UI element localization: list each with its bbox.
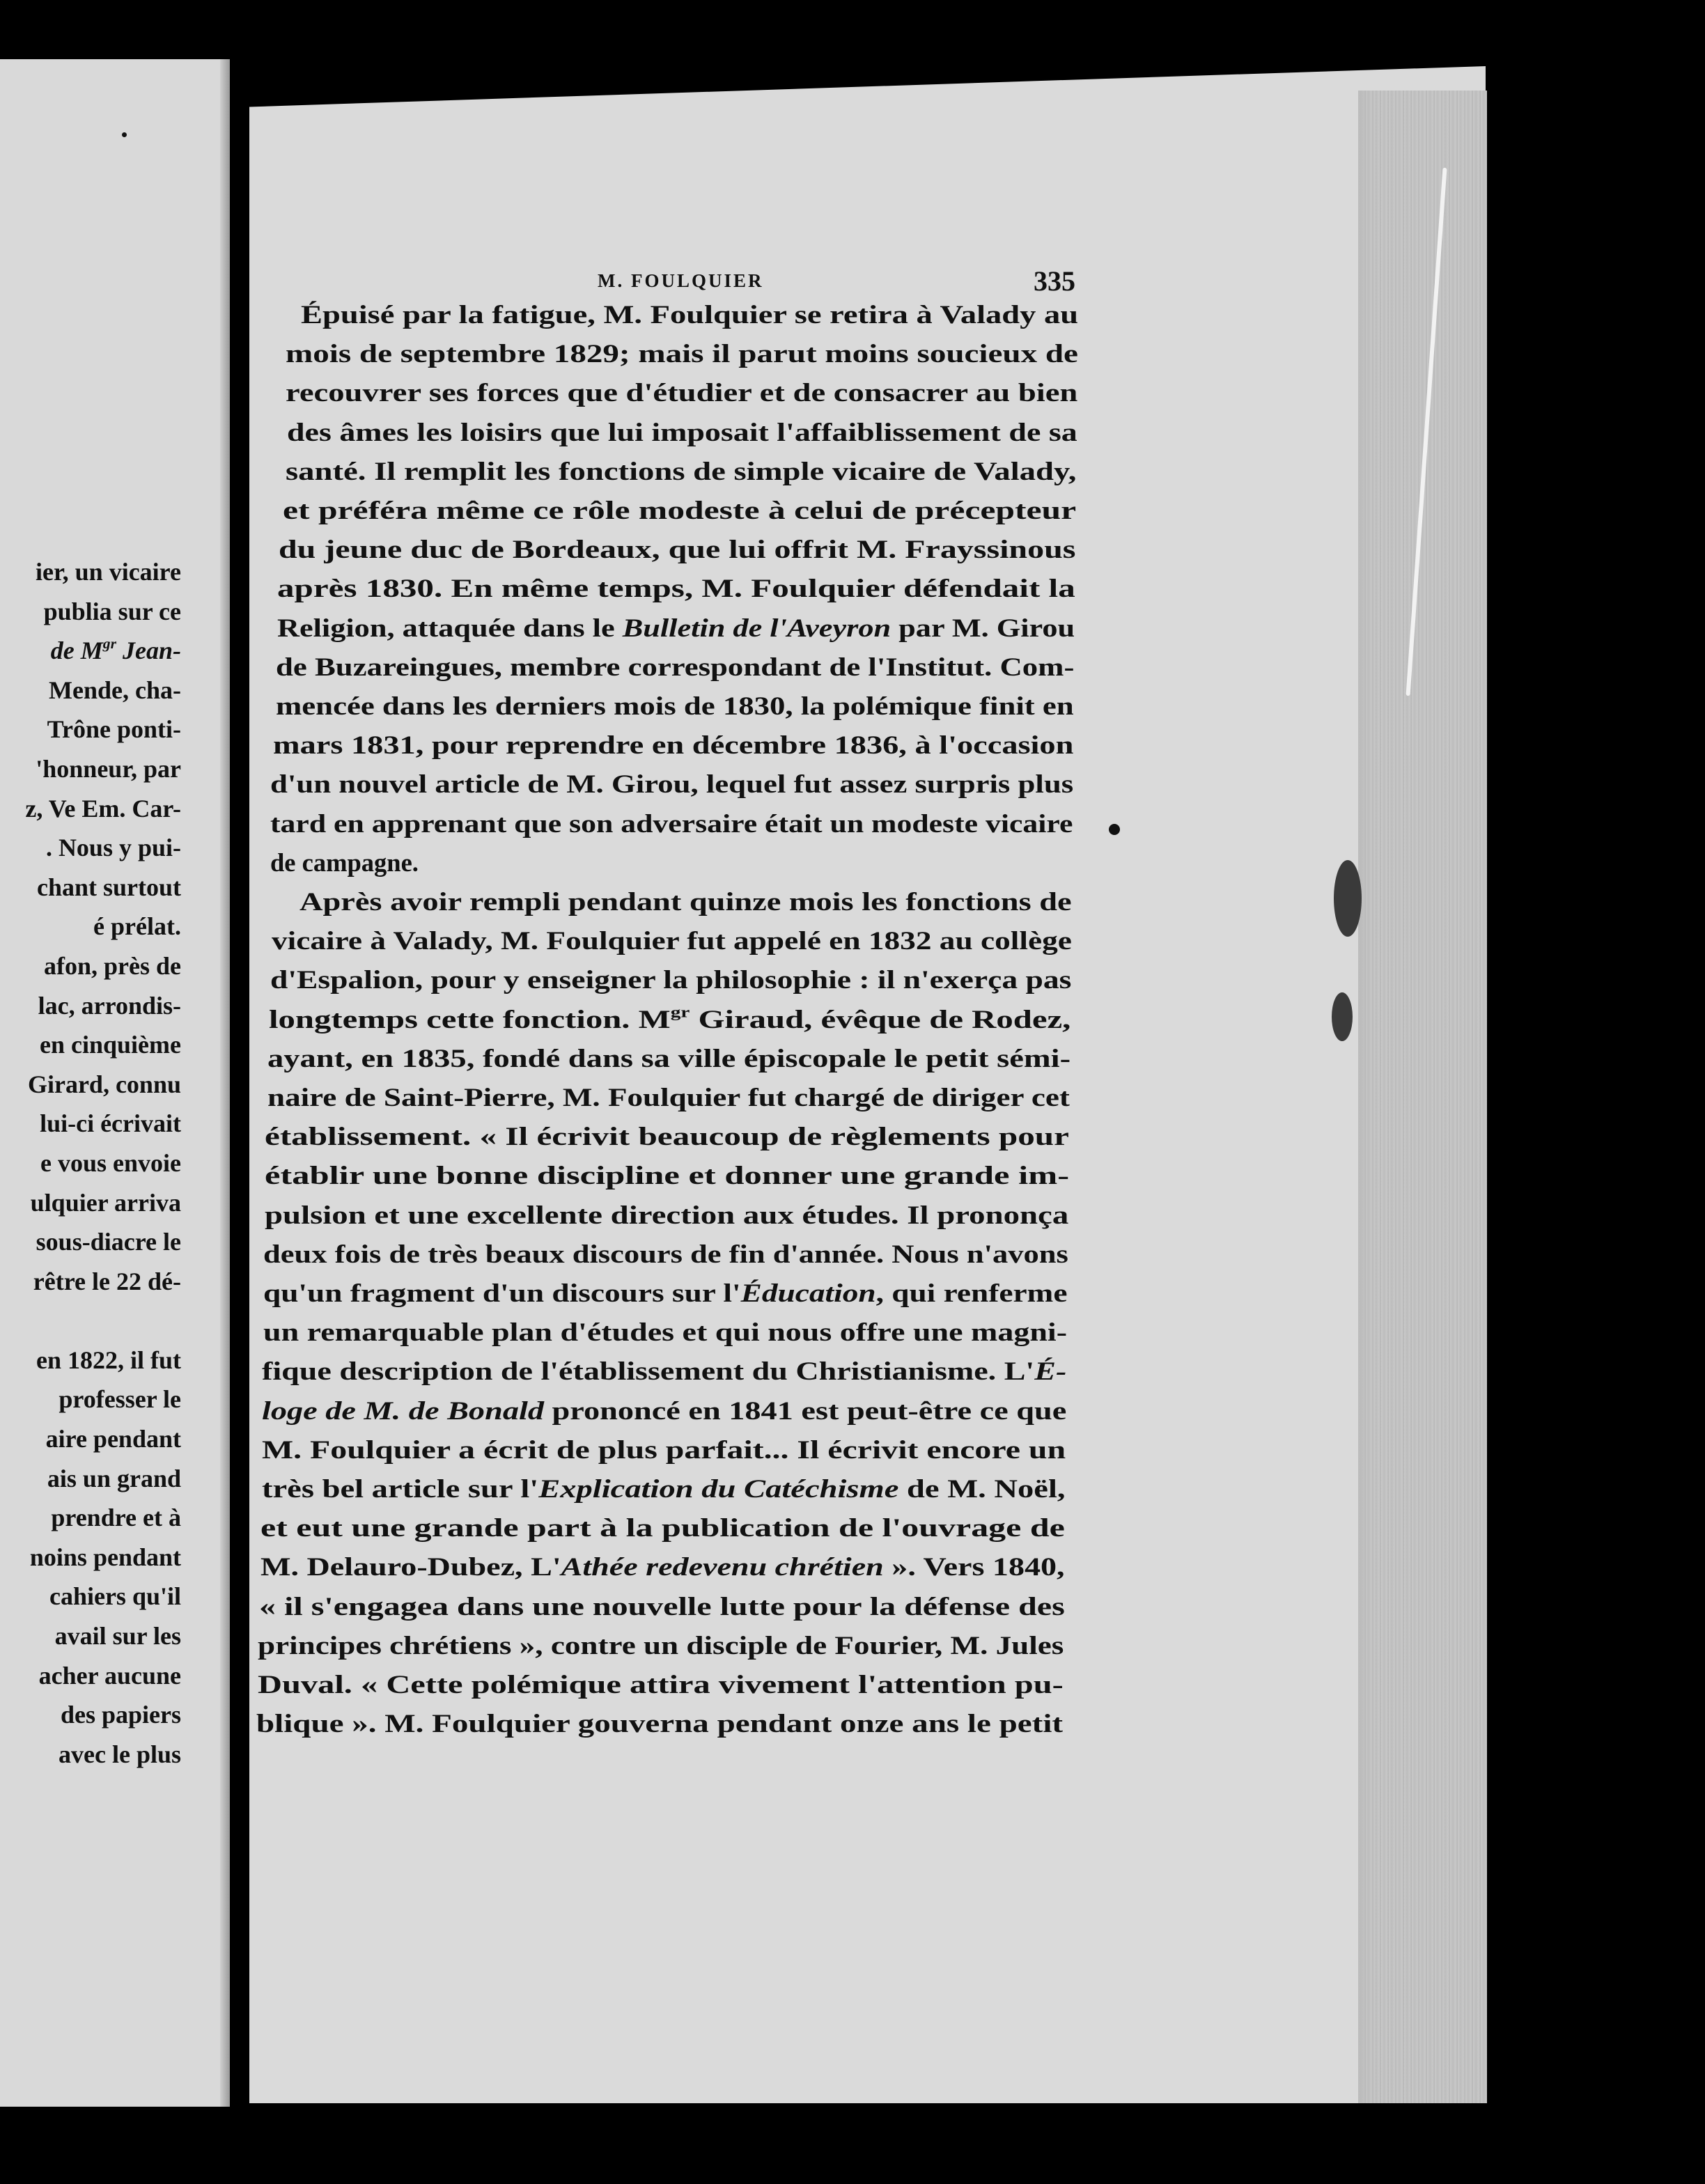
text-line: M. Delauro-Dubez, L'Athée redevenu chrétien ». Vers 1840, [260,1552,1065,1582]
text-line: ayant, en 1835, fondé dans sa ville épiscopale le petit sémi- [267,1043,1071,1072]
left-text-line: z, Ve Em. Car- [25,794,181,822]
text-line: et préféra même ce rôle modeste à celui de précepteur [283,496,1077,524]
left-text-line: rêtre le 22 dé- [33,1267,181,1295]
left-text-line: en 1822, il fut [36,1346,181,1374]
left-text-line: publia sur ce [43,597,181,625]
left-text-line: prendre et à [51,1504,181,1532]
text-line: établir une bonne discipline et donner une grande im- [265,1161,1070,1190]
text-line: naire de Saint-Pierre, M. Foulquier fut chargé de diriger cet [267,1083,1070,1112]
left-text-line: aire pendant [45,1425,181,1453]
page-number: 335 [1034,265,1075,297]
left-text-line: e vous envoie [40,1148,181,1177]
left-text-line: lac, arrondis- [38,991,181,1020]
left-text-line: avec le plus [59,1740,181,1768]
text-line: deux fois de très beaux discours de fin d'année. Nous n'avons [263,1239,1068,1268]
text-line: pulsion et une excellente direction aux études. Il prononça [265,1200,1069,1229]
text-line: des âmes les loisirs que lui imposait l'affaiblissement de sa [287,417,1077,446]
running-head: M. FOULQUIER [598,270,764,291]
left-text-line: . Nous y pui- [45,834,181,862]
text-line: et eut une grande part à la publication de l'ouvrage de [260,1513,1065,1543]
left-text-line: des papiers [60,1701,181,1729]
text-line: « il s'engagea dans une nouvelle lutte pour la défense des [259,1591,1065,1621]
left-text-line: cahiers qu'il [49,1582,181,1611]
left-text-line: lui-ci écrivait [40,1109,181,1138]
left-text-line: 'honneur, par [36,754,181,783]
left-text-line: ais un grand [47,1464,181,1492]
left-text-line: ulquier arriva [30,1188,181,1217]
text-line: M. Foulquier a écrit de plus parfait... Il écrivit encore un [262,1435,1066,1464]
text-line: après 1830. En même temps, M. Foulquier défendait la [277,574,1075,603]
text-line: blique ». M. Foulquier gouverna pendant onze ans le petit [256,1709,1064,1738]
text-line: recouvrer ses forces que d'étudier et de consacrer au bien [286,378,1078,407]
left-text-line: de $M^{gr}$ Jean- [50,635,181,665]
text-line: de Buzareingues, membre correspondant de l'Institut. Com- [276,652,1075,681]
left-text-line: chant surtout [36,873,181,901]
text-line: un remarquable plan d'études et qui nous offre une magni- [263,1318,1068,1347]
text-line: santé. Il remplit les fonctions de simple vicaire de Valady, [286,456,1077,485]
left-text-line: acher aucune [38,1661,181,1690]
left-text-line: avail sur les [54,1622,181,1651]
text-line: fique description de l'établissement du Christianisme. L'É- [262,1357,1067,1386]
text-line: loge de M. de Bonald prononcé en 1841 est peut-être ce que [262,1396,1067,1425]
text-line: vicaire à Valady, M. Foulquier fut appelé en 1832 au collège [272,926,1072,956]
text-line: mencée dans les derniers mois de 1830, la polémique finit en [276,692,1074,720]
left-text-line: professer le [59,1385,181,1414]
text-line: mois de septembre 1829; mais il parut moins soucieux de [286,339,1078,368]
text-line: qu'un fragment d'un discours sur l'Éducation, qui renferme [263,1279,1068,1307]
left-text-line: é prélat. [93,912,181,941]
text-line: très bel article sur l'Explication du Catéchisme de M. Noël, [262,1474,1066,1503]
text-line: d'Espalion, pour y enseigner la philosophie : il n'exerça pas [270,965,1072,994]
left-text-line: ier, un vicaire [36,558,181,586]
text-line: d'un nouvel article de M. Girou, lequel fut assez surpris plus [270,770,1074,799]
text-line: Religion, attaquée dans le Bulletin de l'Aveyron par M. Girou [277,613,1075,642]
text-line: mars 1831, pour reprendre en décembre 1836, à l'occasion [273,731,1074,760]
left-text-line: afon, près de [44,951,181,980]
left-text-line: noins pendant [29,1543,181,1571]
text-line: établissement. « Il écrivit beaucoup de règlements pour [265,1122,1069,1151]
text-line: tard en apprenant que son adversaire était un modeste vicaire [270,809,1073,838]
text-line: de campagne. [270,848,419,877]
text-line: Épuisé par la fatigue, M. Foulquier se retira à Valady au [301,300,1079,329]
text-line: Après avoir rempli pendant quinze mois les fonctions de [299,887,1072,916]
text-line: Duval. « Cette polémique attira vivement l'attention pu- [258,1670,1064,1699]
left-text-line: en cinquième [40,1031,181,1059]
left-text-line: Mende, cha- [49,676,181,704]
text-line: principes chrétiens », contre un disciple de Fourier, M. Jules [258,1630,1064,1660]
text-line: longtemps cette fonction. $M^{gr}$ Giraud, évêque de Rodez, [269,1003,1071,1034]
text-line: du jeune duc de Bordeaux, que lui offrit M. Frayssinous [279,535,1076,564]
left-text-line: sous-diacre le [36,1228,181,1256]
left-text-line: Girard, connu [27,1070,181,1098]
left-text-line: Trône ponti- [47,715,181,744]
